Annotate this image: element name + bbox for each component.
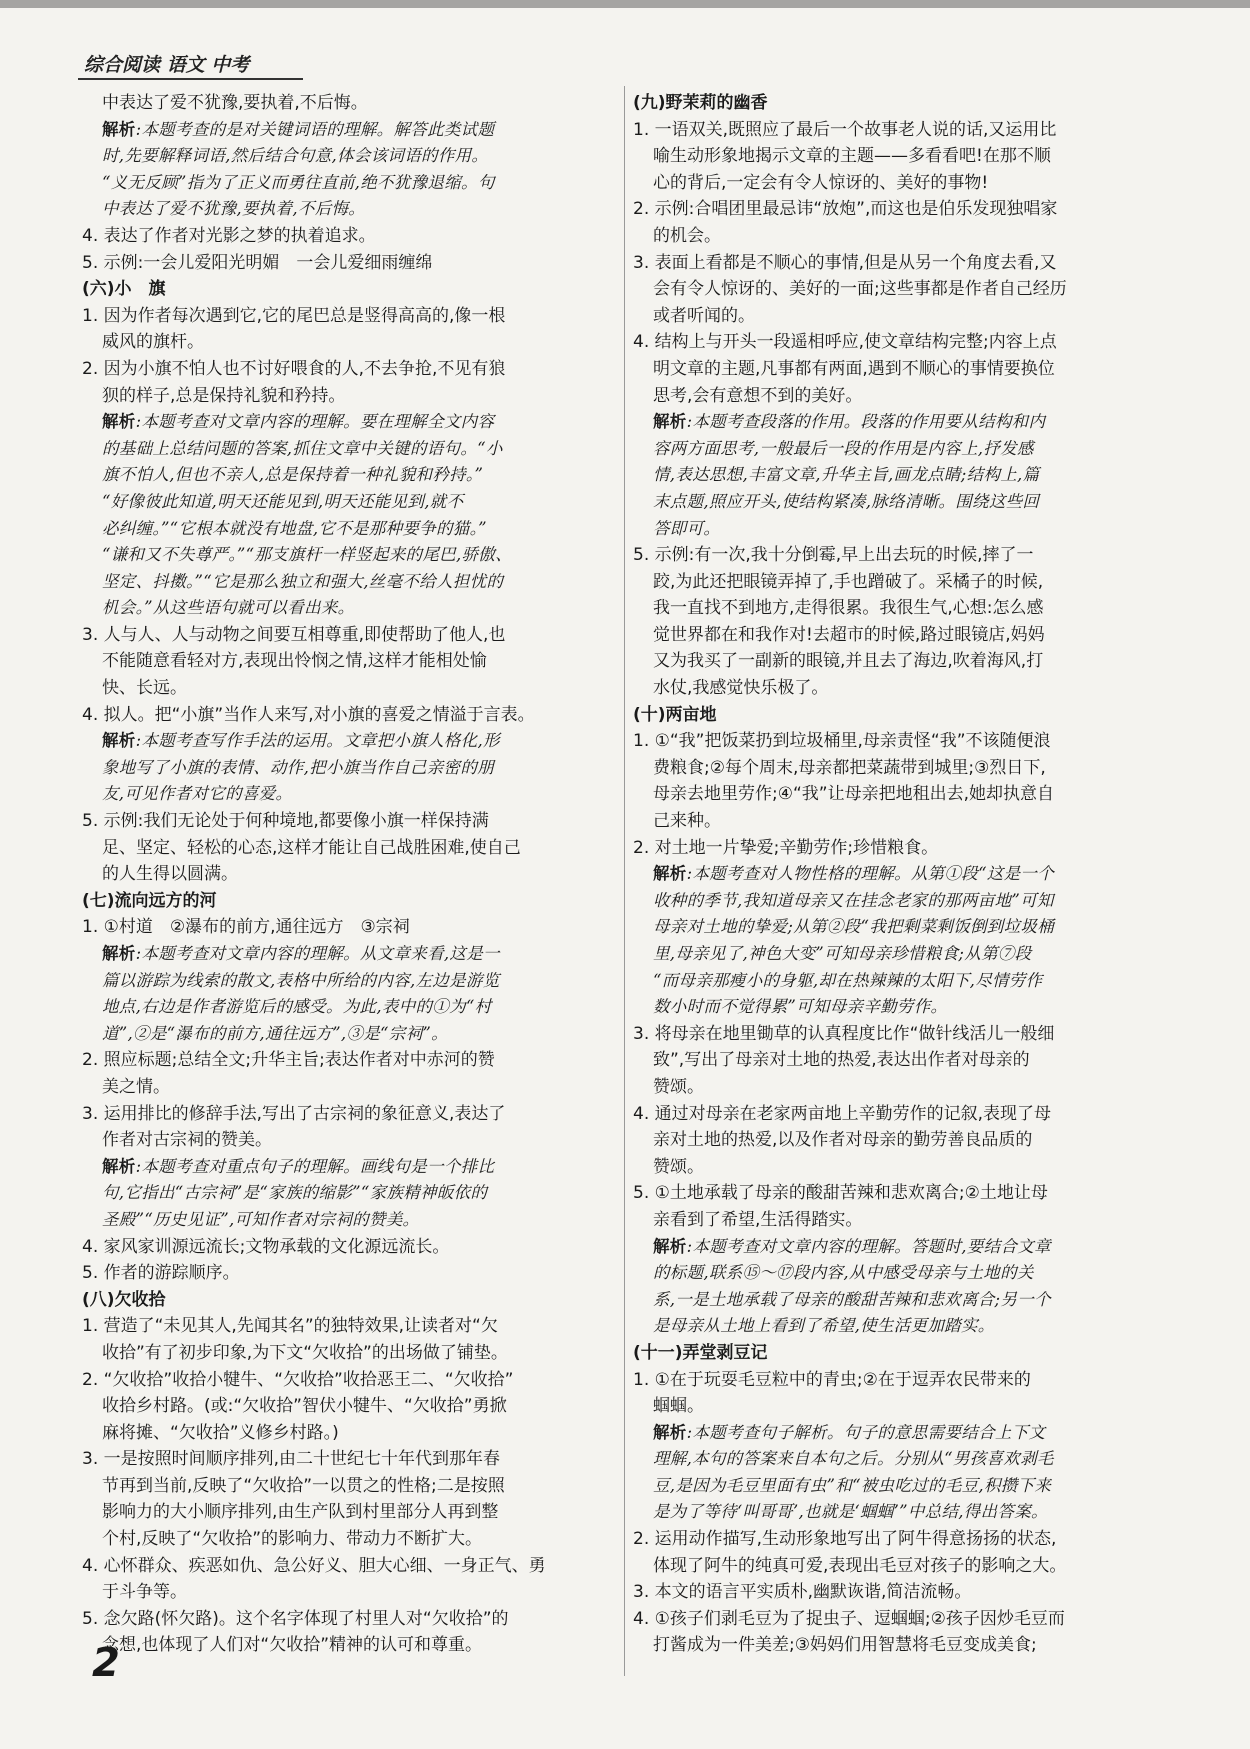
analysis-text: :本题考查对人物性格的理解。从第①段“这是一个: [686, 864, 1055, 884]
answer-item: 2. 对土地一片挚爱;辛勤劳作;珍惜粮食。: [633, 837, 939, 858]
answer-continuation: 亲对土地的热爱,以及作者对母亲的勤劳善良品质的: [653, 1130, 1033, 1151]
answer-item: 3. 人与人、人与动物之间要互相尊重,即使帮助了他人,也: [82, 624, 506, 645]
analysis-line: “义无反顾”指为了正义而勇往直前,绝不犹豫退缩。句: [102, 172, 495, 192]
answer-item: 1. 因为作者每次遇到它,它的尾巴总是竖得高高的,像一根: [82, 305, 506, 326]
answer-continuation: 收拾乡村路。(或:“欠收拾”智伏小犍牛、“欠收拾”勇掀: [102, 1396, 507, 1417]
section-heading: (六)小 旗: [82, 279, 166, 300]
analysis-line: 友,可见作者对它的喜爱。: [102, 784, 293, 804]
answer-item: 1. 一语双关,既照应了最后一个故事老人说的话,又运用比: [633, 119, 1057, 140]
analysis-line: 答即可。: [653, 518, 721, 538]
answer-continuation: 节再到当前,反映了“欠收拾”一以贯之的性格;二是按照: [102, 1475, 505, 1496]
answer-continuation: 收拾”有了初步印象,为下文“欠收拾”的出场做了铺垫。: [102, 1342, 508, 1363]
analysis-line: 是为了等待‘叫哥哥’,也就是‘蝈蝈’”中总结,得出答案。: [653, 1502, 1048, 1522]
analysis-line: 是母亲从土地上看到了希望,使生活更加踏实。: [653, 1316, 995, 1336]
answer-item: 3. 一是按照时间顺序排列,由二十世纪七十年代到那年春: [82, 1449, 501, 1470]
answer-continuation: 觉世界都在和我作对!去超市的时候,路过眼镜店,妈妈: [653, 624, 1045, 645]
analysis-line: 情,表达思想,丰富文章,升华主旨,画龙点睛;结构上,篇: [653, 465, 1040, 485]
analysis-line: 豆,是因为毛豆里面有虫”和“被虫吃过的毛豆,积攒下来: [653, 1475, 1052, 1495]
answer-item: 1. 营造了“未见其人,先闻其名”的独特效果,让读者对“欠: [82, 1316, 498, 1337]
running-header: [78, 44, 1218, 80]
analysis-label: 解析: [653, 864, 687, 884]
analysis-label: 解析: [102, 1156, 136, 1176]
right-column: [633, 90, 1168, 1659]
analysis-line: 母亲对土地的挚爱;从第②段“我把剩菜剩饭倒到垃圾桶: [653, 917, 1054, 937]
analysis-line: 数小时而不觉得累”可知母亲辛勤劳作。: [653, 997, 948, 1017]
answer-item: 4. 表达了作者对光影之梦的执着追求。: [82, 225, 376, 246]
answer-item: 5. 念欠路(怀欠路)。这个名字体现了村里人对“欠收拾”的: [82, 1608, 509, 1629]
left-column: [82, 90, 617, 1659]
analysis-line: 机会。”从这些语句就可以看出来。: [102, 598, 355, 618]
analysis-line: 的基础上总结问题的答案,抓住文章中关键的语句。“小: [102, 438, 503, 458]
header-rule: [78, 78, 303, 80]
answer-continuation: 水仗,我感觉快乐极了。: [653, 678, 829, 699]
analysis-line: [633, 409, 1168, 436]
answer-item: 5. 示例:有一次,我十分倒霉,早上出去玩的时候,摔了一: [633, 545, 1034, 566]
answer-item: 4. 结构上与开头一段遥相呼应,使文章结构完整;内容上点: [633, 332, 1057, 353]
answer-item: 2. 示例:合唱团里最忌讳“放炮”,而这也是伯乐发现独唱家: [633, 199, 1058, 220]
analysis-line: 篇以游踪为线索的散文,表格中所给的内容,左边是游览: [102, 970, 500, 990]
answer-continuation: 美之情。: [102, 1076, 170, 1097]
analysis-line: [633, 1420, 1168, 1447]
answer-continuation: 威风的旗杆。: [102, 332, 204, 353]
answer-continuation: 会有令人惊讶的、美好的一面;这些事都是作者自己经历: [653, 279, 1067, 300]
answer-continuation: 快、长远。: [102, 678, 187, 699]
analysis-text: :本题考查段落的作用。段落的作用要从结构和内: [686, 412, 1046, 432]
analysis-line: 中表达了爱不犹豫,要执着,不后悔。: [102, 199, 366, 219]
answer-continuation: 思考,会有意想不到的美好。: [653, 385, 863, 406]
answer-item: 3. 运用排比的修辞手法,写出了古宗祠的象征意义,表达了: [82, 1103, 506, 1124]
analysis-line: 时,先要解释词语,然后结合句意,体会该词语的作用。: [102, 146, 489, 166]
section-heading: (十)两亩地: [633, 704, 717, 725]
answer-item: 1. ①村道 ②瀑布的前方,通往远方 ③宗祠: [82, 917, 410, 938]
answer-continuation: 个村,反映了“欠收拾”的影响力、带动力不断扩大。: [102, 1529, 483, 1550]
answer-continuation: 又为我买了一副新的眼镜,并且去了海边,吹着海风,打: [653, 651, 1044, 672]
header-title: 综合阅读 语文 中考: [84, 54, 250, 76]
answer-item: 3. 本文的语言平实质朴,幽默诙谐,简洁流畅。: [633, 1582, 972, 1603]
analysis-label: 解析: [102, 412, 136, 432]
analysis-line: [633, 861, 1168, 888]
answer-continuation: 念想,也体现了人们对“欠收拾”精神的认可和尊重。: [102, 1635, 483, 1656]
answer-continuation: 母亲去地里劳作;④“我”让母亲把地租出去,她却执意自: [653, 784, 1054, 805]
analysis-line: 道”,②是“瀑布的前方,通往远方”,③是“宗祠”。: [102, 1023, 448, 1043]
answer-continuation: 麻将摊、“欠收拾”义修乡村路。): [102, 1422, 339, 1443]
analysis-text: :本题考查对重点句子的理解。画线句是一个排比: [135, 1156, 495, 1176]
analysis-line: 地点,右边是作者游览后的感受。为此,表中的①为“村: [102, 997, 492, 1017]
analysis-line: [82, 1154, 617, 1181]
answer-continuation: 中表达了爱不犹豫,要执着,不后悔。: [102, 93, 368, 113]
section-heading: (七)流向远方的河: [82, 890, 217, 911]
analysis-line: 坚定、抖擞。”“它是那么独立和强大,丝毫不给人担忧的: [102, 571, 504, 591]
answer-item: 5. ①土地承载了母亲的酸甜苦辣和悲欢离合;②土地让母: [633, 1183, 1048, 1204]
analysis-label: 解析: [102, 731, 136, 751]
analysis-line: “好像彼此知道,明天还能见到,明天还能见到,就不: [102, 491, 464, 511]
column-divider: [624, 86, 625, 1676]
answer-continuation: 明文章的主题,凡事都有两面,遇到不顺心的事情要换位: [653, 358, 1055, 379]
answer-continuation: 足、坚定、轻松的心态,这样才能让自己战胜困难,使自己: [102, 837, 521, 858]
answer-item: 4. 家风家训源远流长;文物承载的文化源远流长。: [82, 1236, 450, 1257]
analysis-label: 解析: [653, 412, 687, 432]
answer-item: 2. 因为小旗不怕人也不讨好喂食的人,不去争抢,不见有狼: [82, 358, 506, 379]
analysis-line: 系,一是土地承载了母亲的酸甜苦辣和悲欢离合;另一个: [653, 1289, 1051, 1309]
analysis-line: 旗不怕人,但也不亲人,总是保持着一种礼貌和矜持。”: [102, 465, 484, 485]
analysis-label: 解析: [653, 1236, 687, 1256]
answer-item: 1. ①在于玩耍毛豆粒中的青虫;②在于逗弄农民带来的: [633, 1369, 1031, 1390]
analysis-line: 句,它指出“古宗祠”是“家族的缩影”“家族精神皈依的: [102, 1183, 488, 1203]
answer-continuation: 己来种。: [653, 811, 721, 832]
analysis-text: :本题考查句子解析。句子的意思需要结合上下文: [686, 1422, 1046, 1442]
analysis-label: 解析: [102, 944, 136, 963]
analysis-line: 象地写了小旗的表情、动作,把小旗当作自己亲密的朋: [102, 757, 494, 777]
answer-continuation: 我一直找不到地方,走得很累。我很生气,心想:怎么感: [653, 598, 1044, 619]
analysis-line: 里,母亲见了,神色大变”可知母亲珍惜粮食;从第⑦段: [653, 944, 1032, 963]
answer-item: 2. “欠收拾”收拾小犍牛、“欠收拾”收拾恶王二、“欠收拾”: [82, 1369, 514, 1390]
analysis-line: 必纠缠。”“它根本就没有地盘,它不是那种要争的猫。”: [102, 518, 487, 538]
answer-continuation: 喻生动形象地揭示文章的主题——多看看吧!在那不顺: [653, 146, 1051, 167]
analysis-text: :本题考查的是对关键词语的理解。解答此类试题: [135, 119, 495, 139]
answer-continuation: 心的背后,一定会有令人惊讶的、美好的事物!: [653, 172, 989, 193]
answer-continuation: 打酱成为一件美差;③妈妈们用智慧将毛豆变成美食;: [653, 1635, 1037, 1656]
answer-continuation: 致”,写出了母亲对土地的热爱,表达出作者对母亲的: [653, 1050, 1030, 1071]
analysis-line: 的标题,联系⑮～⑰段内容,从中感受母亲与土地的关: [653, 1263, 1034, 1283]
answer-item: 3. 将母亲在地里锄草的认真程度比作“做针线活儿一般细: [633, 1023, 1055, 1044]
section-heading: (十一)弄堂剥豆记: [633, 1342, 768, 1363]
answer-item: 4. ①孩子们剥毛豆为了捉虫子、逗蝈蝈;②孩子因炒毛豆而: [633, 1608, 1065, 1629]
answer-item: 1. ①“我”把饭菜扔到垃圾桶里,母亲责怪“我”不该随便浪: [633, 731, 1051, 752]
answer-continuation: 赞颂。: [653, 1076, 704, 1097]
analysis-text: :本题考查对文章内容的理解。从文章来看,这是一: [135, 944, 500, 963]
answer-continuation: 不能随意看轻对方,表现出怜悯之情,这样才能相处愉: [102, 651, 487, 672]
answer-continuation: 的机会。: [653, 225, 721, 246]
analysis-line: 容两方面思考,一般最后一段的作用是内容上,抒发感: [653, 438, 1034, 458]
answer-item: 3. 表面上看都是不顺心的事情,但是从另一个角度去看,又: [633, 252, 1057, 273]
answer-item: 4. 心怀群众、疾恶如仇、急公好义、胆大心细、一身正气、勇: [82, 1555, 546, 1576]
answer-continuation: 或者听闻的。: [653, 305, 755, 326]
analysis-label: 解析: [653, 1422, 687, 1442]
answer-continuation: 的人生得以圆满。: [102, 864, 238, 885]
answer-continuation: 费粮食;②每个周末,母亲都把菜蔬带到城里;③烈日下,: [653, 757, 1046, 778]
section-heading: (八)欠收拾: [82, 1289, 166, 1310]
analysis-line: “而母亲那瘦小的身躯,却在热辣辣的太阳下,尽情劳作: [653, 970, 1043, 990]
page-number: 2: [92, 1640, 120, 1686]
analysis-line: [82, 941, 617, 968]
analysis-text: :本题考查对文章内容的理解。答题时,要结合文章: [686, 1236, 1051, 1256]
analysis-label: 解析: [102, 119, 136, 139]
analysis-line: 理解,本句的答案来自本句之后。分别从“男孩喜欢剥毛: [653, 1449, 1054, 1469]
analysis-text: :本题考查对文章内容的理解。要在理解全文内容: [135, 412, 495, 432]
analysis-line: 圣殿”“历史见证”,可知作者对宗祠的赞美。: [102, 1209, 420, 1229]
analysis-line: 收种的季节,我知道母亲又在挂念老家的那两亩地”可知: [653, 890, 1054, 910]
page-top-edge: [0, 0, 1250, 8]
answer-item: 2. 运用动作描写,生动形象地写出了阿牛得意扬扬的状态,: [633, 1529, 1057, 1550]
answer-continuation: 跤,为此还把眼镜弄掉了,手也蹭破了。采橘子的时候,: [653, 571, 1044, 592]
answer-continuation: 于斗争等。: [102, 1582, 187, 1603]
analysis-line: 末点题,照应开头,使结构紧凑,脉络清晰。围绕这些回: [653, 491, 1040, 511]
answer-continuation: 狈的样子,总是保持礼貌和矜持。: [102, 385, 346, 406]
analysis-line: [82, 728, 617, 755]
answer-continuation: 赞颂。: [653, 1156, 704, 1177]
answer-item: 5. 示例:一会儿爱阳光明媚 一会儿爱细雨缠绵: [82, 252, 433, 273]
analysis-line: “谦和又不失尊严。”“那支旗杆一样竖起来的尾巴,骄傲、: [102, 545, 512, 565]
section-heading: (九)野茉莉的幽香: [633, 93, 768, 113]
analysis-text: :本题考查写作手法的运用。文章把小旗人格化,形: [135, 731, 500, 751]
answer-item: 5. 示例:我们无论处于何种境地,都要像小旗一样保持满: [82, 811, 489, 832]
answer-continuation: 作者对古宗祠的赞美。: [102, 1130, 272, 1151]
analysis-line: [82, 117, 617, 144]
answer-item: 4. 通过对母亲在老家两亩地上辛勤劳作的记叙,表现了母: [633, 1103, 1052, 1124]
analysis-line: [82, 409, 617, 436]
answer-item: 5. 作者的游踪顺序。: [82, 1263, 240, 1284]
answer-continuation: 体现了阿牛的纯真可爱,表现出毛豆对孩子的影响之大。: [653, 1555, 1067, 1576]
answer-continuation: 亲看到了希望,生活得踏实。: [653, 1209, 863, 1230]
answer-item: 4. 拟人。把“小旗”当作人来写,对小旗的喜爱之情溢于言表。: [82, 704, 535, 725]
answer-continuation: 影响力的大小顺序排列,由生产队到村里部分人再到整: [102, 1502, 499, 1523]
answer-continuation: 蝈蝈。: [653, 1396, 704, 1417]
answer-item: 2. 照应标题;总结全文;升华主旨;表达作者对中赤河的赞: [82, 1050, 495, 1071]
analysis-line: [633, 1234, 1168, 1261]
